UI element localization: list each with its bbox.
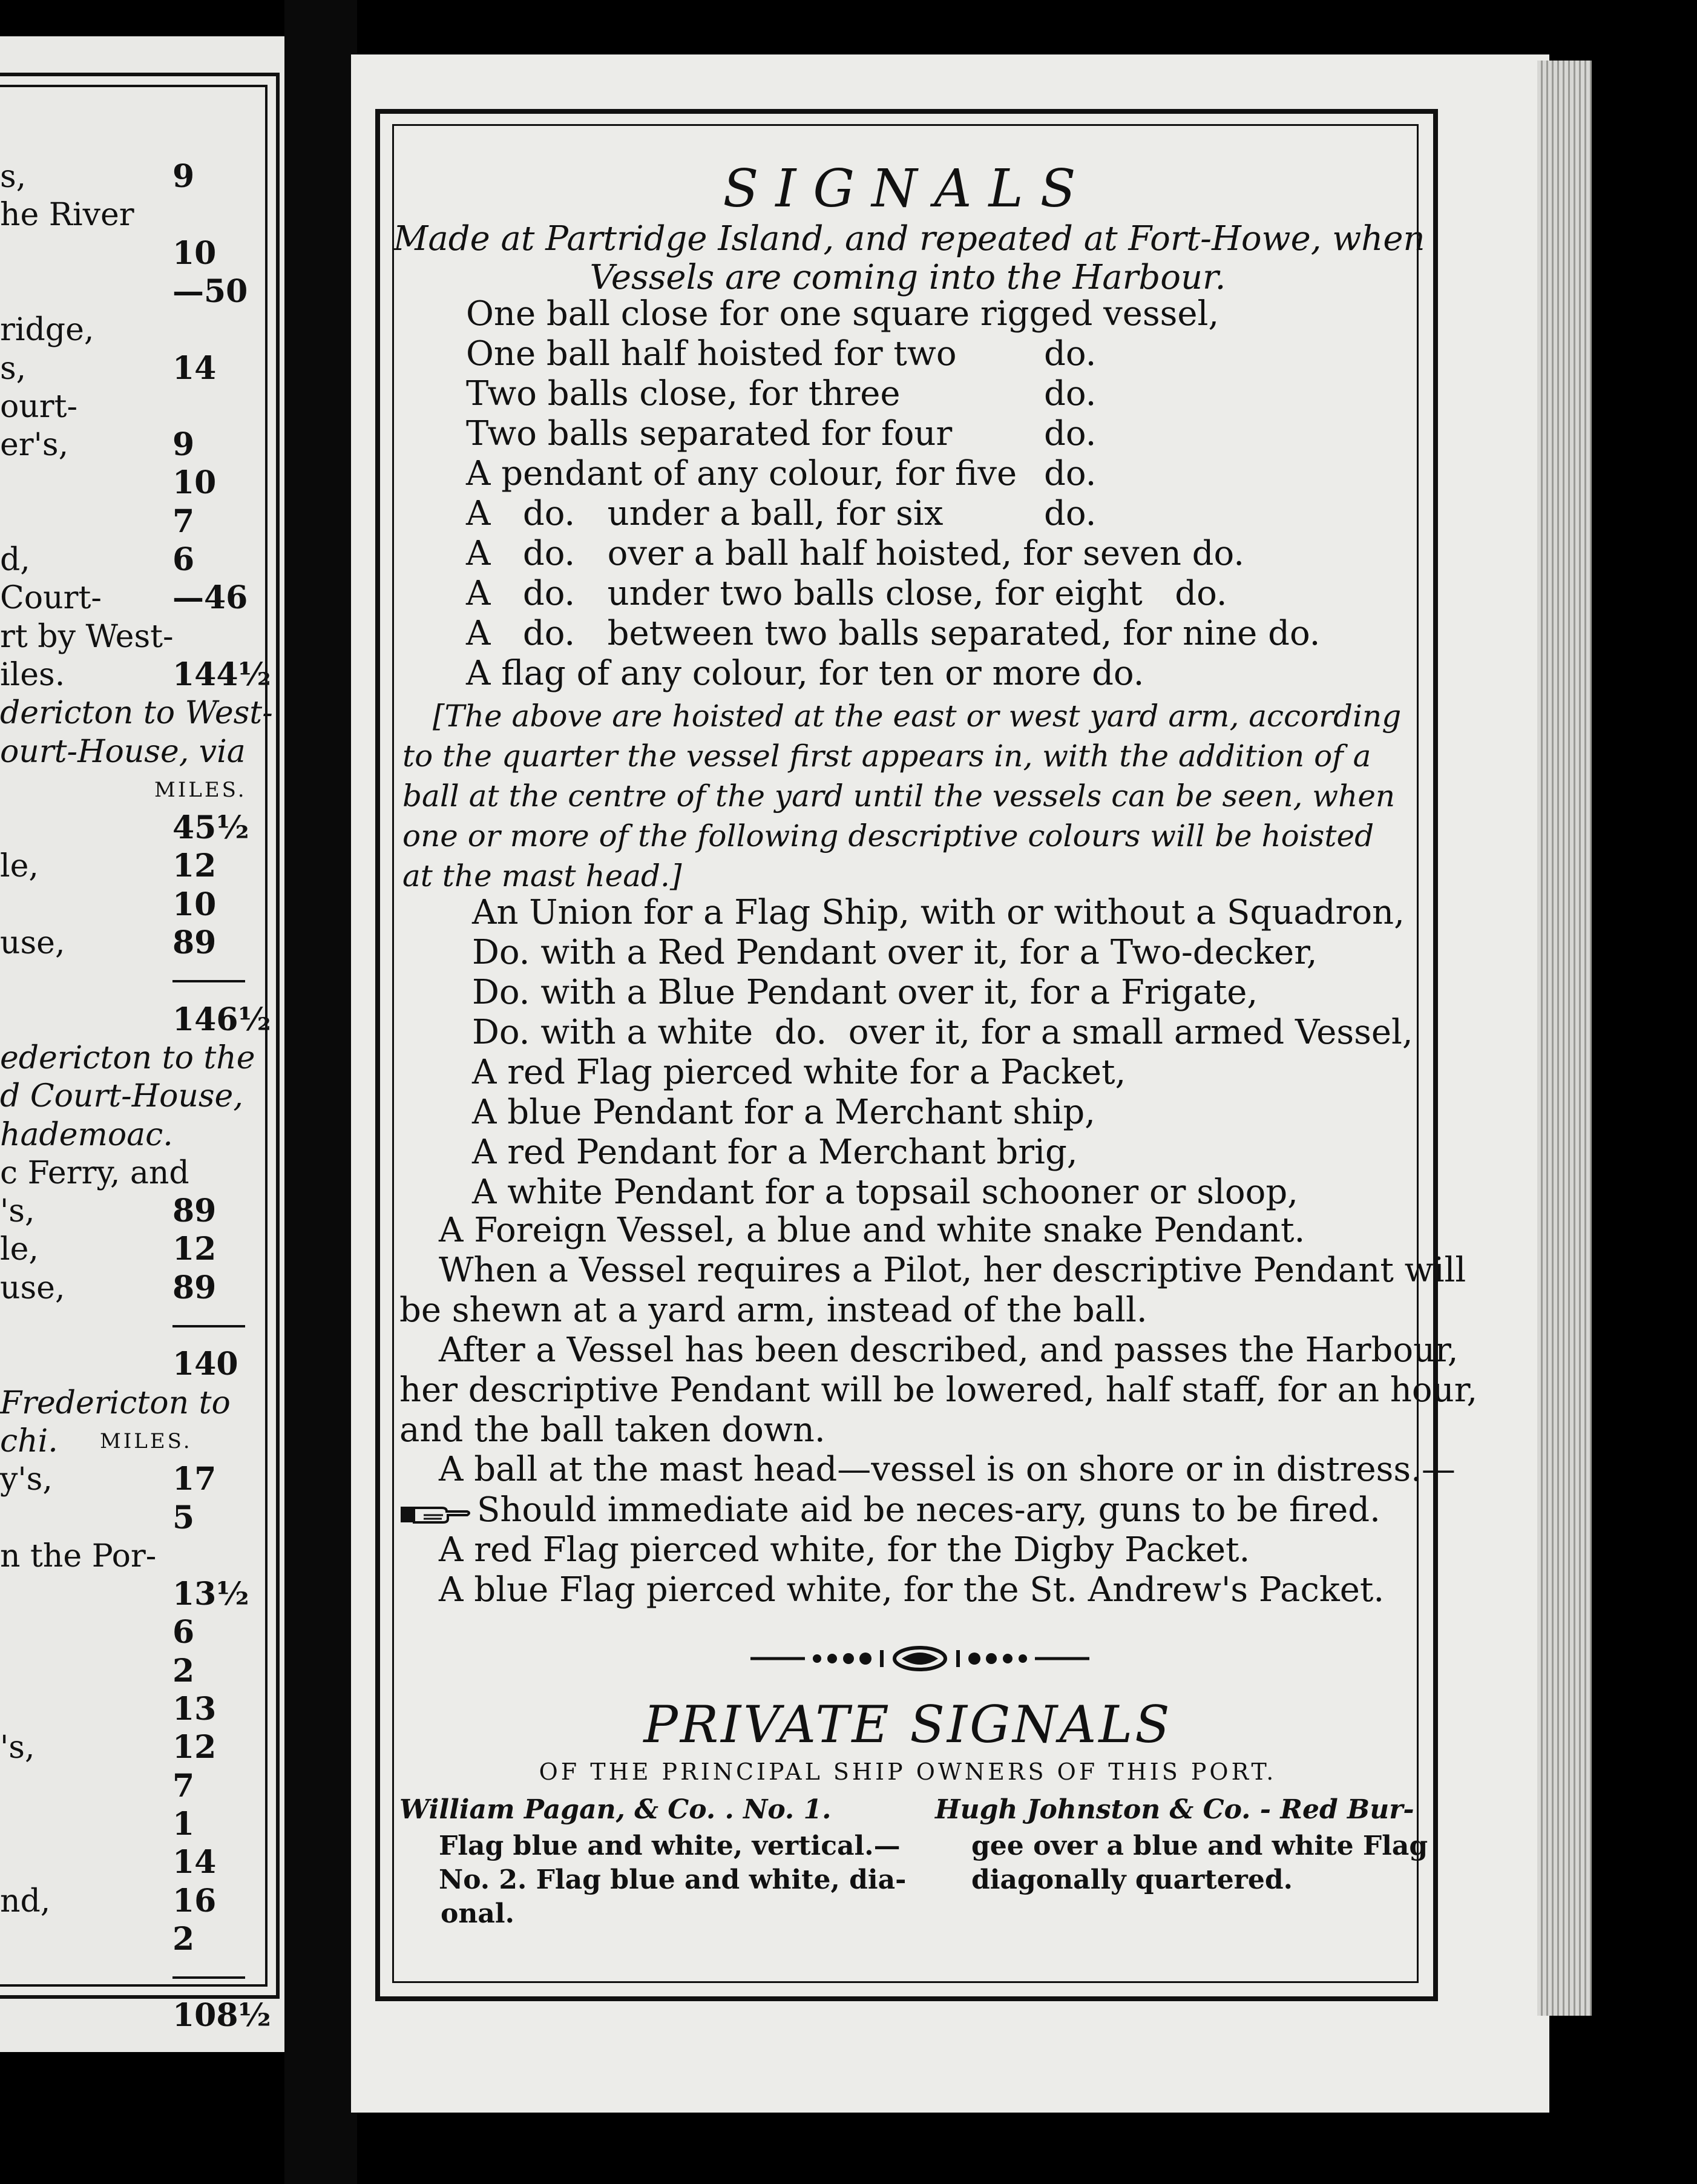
distance-place: d Court-House, [0, 1078, 243, 1115]
passing-line: and the ball taken down. [399, 1410, 826, 1450]
distance-miles: 146½ [172, 1001, 271, 1038]
vessel-signal-line: Two balls close, for three [466, 374, 901, 413]
vessel-signal-line: One ball half hoisted for two [466, 334, 957, 373]
distance-miles: 9 [172, 426, 195, 464]
distance-miles: 7 [172, 1767, 195, 1804]
owner-pagan-line: onal. [441, 1898, 514, 1929]
private-signals-title: PRIVATE SIGNALS [643, 1695, 1172, 1754]
distance-miles: 13½ [172, 1576, 249, 1613]
distance-miles: 16 [172, 1882, 217, 1919]
note-line: at the mast head.] [402, 858, 682, 893]
distance-place: chi. [0, 1423, 58, 1459]
distance-place: ridge, [0, 312, 94, 349]
pilot-line: be shewn at a yard arm, instead of the ball. [399, 1291, 1147, 1330]
owners-heading: OF THE PRINCIPAL SHIP OWNERS OF THIS PORT. [539, 1758, 1277, 1785]
distance-place: s, [0, 159, 27, 195]
distance-miles: 144½ [172, 656, 271, 693]
colour-signal-line: A blue Pendant for a Merchant ship, [472, 1093, 1095, 1132]
note-line: one or more of the following descriptive colours will be hoisted [402, 818, 1374, 854]
distance-miles: MILES. [154, 777, 247, 802]
signals-subtitle-2: Vessels are coming into the Harbour. [589, 258, 1226, 297]
distance-miles: —46 [172, 579, 248, 617]
colour-signal-line: Do. with a Red Pendant over it, for a Two-decker, [472, 933, 1318, 972]
packet-line: A blue Flag pierced white, for the St. Andrew's Packet. [439, 1570, 1385, 1610]
distance-table [0, 0, 284, 2184]
distance-place: ourt- [0, 388, 78, 425]
page-edges [1537, 61, 1592, 2016]
vessel-signal-line: One ball close for one square rigged vessel, [466, 294, 1219, 334]
distance-place: 's, [0, 1193, 35, 1230]
colour-signal-line: An Union for a Flag Ship, with or without a Squadron, [472, 893, 1405, 932]
sum-rule [172, 980, 245, 982]
distance-miles: 45½ [172, 809, 249, 847]
distance-place: nd, [0, 1883, 51, 1919]
foreign-vessel-line: A Foreign Vessel, a blue and white snake Pendant. [439, 1211, 1305, 1250]
distance-miles: 12 [172, 847, 217, 885]
vessel-signal-line: A do. over a ball half hoisted, for seven do. [466, 534, 1245, 573]
vessel-signal-line: A do. under a ball, for six [466, 494, 944, 533]
distance-place: use, [0, 925, 65, 961]
owner-pagan-line: No. 2. Flag blue and white, dia- [439, 1864, 907, 1895]
distance-miles: 14 [172, 349, 217, 387]
signals-title: SIGNALS [723, 159, 1093, 219]
distance-place: he River [0, 197, 134, 234]
distance-place: 's, [0, 1729, 35, 1766]
distance-place: edericton to the [0, 1039, 255, 1076]
colour-signal-line: A red Flag pierced white for a Packet, [472, 1053, 1126, 1092]
packet-line: A red Flag pierced white, for the Digby Packet. [439, 1530, 1250, 1570]
pointing-hand-icon [399, 1498, 472, 1530]
distance-place: y's, [0, 1461, 53, 1498]
distance-place: iles. [0, 656, 65, 693]
note-line: ball at the centre of the yard until the vessels can be seen, when [402, 778, 1396, 814]
ornament-divider-icon [750, 1640, 1089, 1677]
distance-place: s, [0, 350, 27, 387]
distance-place: Court- [0, 580, 102, 617]
distance-place: d, [0, 542, 30, 578]
distance-miles: 6 [172, 541, 195, 578]
ditto-mark: do. [1044, 494, 1097, 533]
sum-rule [172, 1325, 245, 1327]
distance-miles: 9 [172, 158, 195, 195]
distance-miles: 10 [172, 886, 217, 923]
owner-johnston-line: gee over a blue and white Flag [971, 1830, 1428, 1861]
ditto-mark: do. [1044, 334, 1097, 373]
distance-place: le, [0, 848, 39, 885]
distance-miles: 7 [172, 502, 195, 540]
distance-miles: 89 [172, 1192, 217, 1230]
colour-signal-line: A red Pendant for a Merchant brig, [472, 1133, 1078, 1172]
distance-miles: MILES. [100, 1429, 192, 1453]
distance-place: use, [0, 1269, 65, 1306]
distance-miles: 10 [172, 234, 217, 272]
distress-line: A ball at the mast head—vessel is on shore or in distress.— [439, 1450, 1456, 1489]
vessel-signal-line: Two balls separated for four [466, 414, 953, 453]
colour-signal-line: Do. with a white do. over it, for a small armed Vessel, [472, 1013, 1413, 1052]
distance-miles: 89 [172, 924, 217, 961]
colour-signal-line: Do. with a Blue Pendant over it, for a Frigate, [472, 973, 1258, 1012]
distance-miles: 1 [172, 1805, 195, 1843]
distance-place: ourt-House, via [0, 733, 246, 770]
vessel-signal-line: A do. between two balls separated, for nine do. [466, 614, 1321, 653]
vessel-signal-line: A do. under two balls close, for eight do. [466, 574, 1227, 613]
colour-signal-line: A white Pendant for a topsail schooner or sloop, [472, 1173, 1298, 1212]
ditto-mark: do. [1044, 414, 1097, 453]
distance-place: hademoac. [0, 1116, 173, 1153]
distance-miles: 14 [172, 1844, 217, 1881]
distance-place: er's, [0, 427, 69, 464]
vessel-signal-line: A pendant of any colour, for five [466, 454, 1017, 493]
distance-miles: 2 [172, 1920, 195, 1958]
distance-place: c Ferry, and [0, 1154, 189, 1191]
note-line: to the quarter the vessel first appears in, with the addition of a [402, 738, 1371, 774]
distance-miles: 17 [172, 1461, 217, 1498]
distance-place: dericton to West- [0, 695, 273, 732]
distance-place: Fredericton to [0, 1384, 231, 1421]
distance-miles: 108½ [172, 1997, 271, 2034]
distance-miles: 5 [172, 1499, 195, 1536]
sum-rule [172, 1976, 245, 1979]
signals-subtitle: Made at Partridge Island, and repeated at Fort-Howe, when [393, 219, 1425, 258]
distance-place: n the Por- [0, 1538, 157, 1574]
distance-miles: 140 [172, 1346, 238, 1383]
pilot-line: When a Vessel requires a Pilot, her descriptive Pendant will [439, 1251, 1466, 1290]
ditto-mark: do. [1044, 454, 1097, 493]
owner-pagan-name: William Pagan, & Co. . No. 1. [399, 1794, 832, 1825]
distance-place: le, [0, 1231, 39, 1268]
distance-miles: 12 [172, 1231, 217, 1268]
passing-line: her descriptive Pendant will be lowered, half staff, for an hour, [399, 1370, 1478, 1410]
distance-miles: 10 [172, 464, 217, 502]
distance-miles: 12 [172, 1729, 217, 1766]
distance-miles: 2 [172, 1652, 195, 1689]
distance-place: rt by West- [0, 618, 174, 655]
distance-miles: 89 [172, 1269, 217, 1306]
owner-johnston-name: Hugh Johnston & Co. - Red Bur- [935, 1794, 1414, 1825]
note-line: [The above are hoisted at the east or west yard arm, according [433, 699, 1402, 734]
owner-pagan-line: Flag blue and white, vertical.— [439, 1830, 901, 1861]
book-gutter [284, 0, 357, 2184]
ditto-mark: do. [1044, 374, 1097, 413]
owner-johnston-line: diagonally quartered. [971, 1864, 1293, 1895]
distance-miles: 13 [172, 1691, 217, 1728]
passing-line: After a Vessel has been described, and passes the Harbour, [439, 1330, 1459, 1370]
aid-line: Should immediate aid be neces-ary, guns to be fired. [477, 1490, 1380, 1530]
distance-miles: —50 [172, 272, 248, 310]
vessel-signal-line: A flag of any colour, for ten or more do. [466, 654, 1144, 693]
distance-miles: 6 [172, 1614, 195, 1651]
